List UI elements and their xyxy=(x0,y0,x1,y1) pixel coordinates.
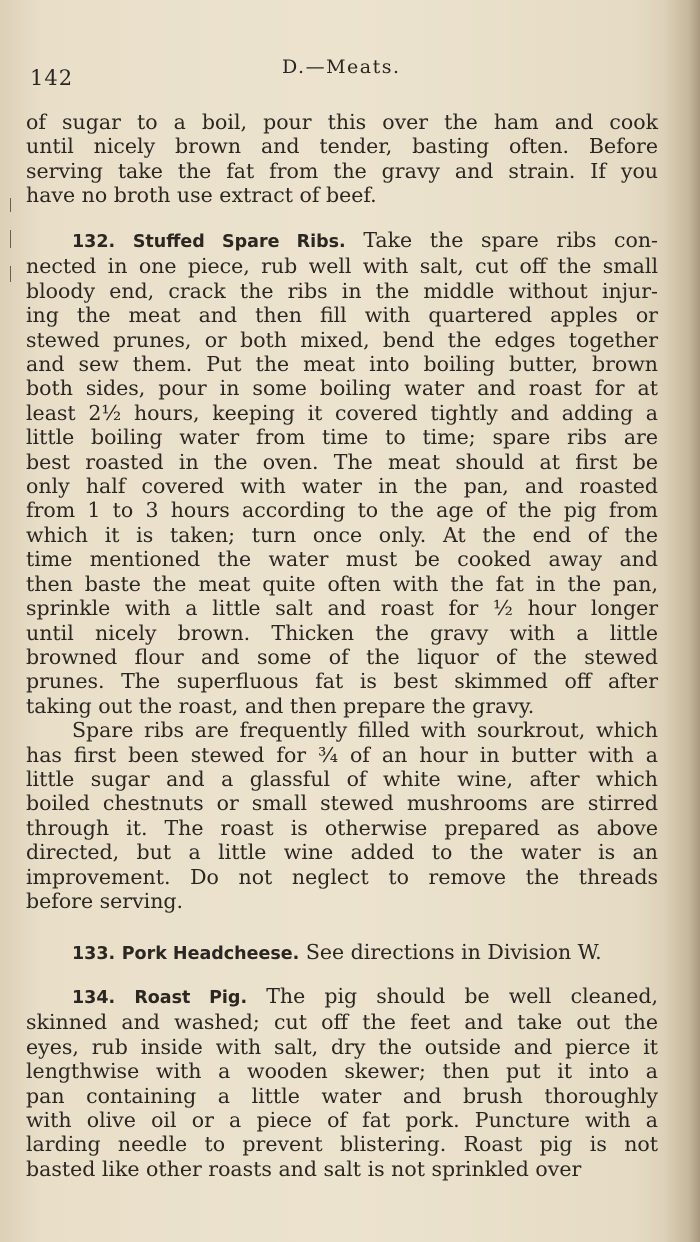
text-line: Take the spare ribs con- xyxy=(363,228,658,252)
text-line: eyes, rub inside with salt, dry the outside and pierce it xyxy=(26,1034,658,1059)
recipe-heading-line xyxy=(26,228,658,254)
text-line: serving take the fat from the gravy and strain. If you xyxy=(26,158,658,183)
text-line: prunes. The superfluous fat is best skimmed off after xyxy=(26,669,658,694)
text-line: directed, but a little wine added to the water is an xyxy=(26,840,658,865)
recipe-number: 133. xyxy=(72,944,116,964)
text-line: boiled chestnuts or small stewed mushrooms are stirred xyxy=(26,791,658,816)
text-line: nected in one piece, rub well with salt, cut off the small xyxy=(26,254,658,279)
text-line: little boiling water from time to time; spare ribs are xyxy=(26,425,658,450)
text-line: both sides, pour in some boiling water and roast for at xyxy=(26,376,658,401)
text-line: basted like other roasts and salt is not sprinkled over xyxy=(26,1156,582,1181)
text-line: stewed prunes, or both mixed, bend the edges together xyxy=(26,327,658,352)
text-line: have no broth use extract of beef. xyxy=(26,183,377,208)
text-line: skinned and washed; cut off the feet and take out the xyxy=(26,1010,658,1035)
text-line: little sugar and a glassful of white wine, after which xyxy=(26,766,658,791)
text-line: browned flour and some of the liquor of the stewed xyxy=(26,644,658,669)
recipe-heading-line xyxy=(26,984,658,1010)
recipe-title: Stuffed Spare Ribs. xyxy=(132,232,346,252)
text-line: through it. The roast is otherwise prepared as above xyxy=(26,815,658,840)
page-number: 142 xyxy=(30,66,74,90)
continuation-paragraph xyxy=(26,110,658,208)
recipe-title: Roast Pig. xyxy=(134,988,248,1008)
text-line: with olive oil or a piece of fat pork. Puncture with a xyxy=(26,1108,658,1133)
text-line: See directions in Division W. xyxy=(305,940,602,964)
recipe-133 xyxy=(26,940,658,966)
text-line: then baste the meat quite often with the fat in the pan, xyxy=(26,571,658,596)
text-line: and sew them. Put the meat into boiling butter, brown xyxy=(26,352,658,377)
text-line: lengthwise with a wooden skewer; then put it into a xyxy=(26,1059,658,1084)
recipe-heading-line xyxy=(26,940,658,966)
margin-mark xyxy=(10,198,11,212)
text-line: from 1 to 3 hours according to the age of the pig from xyxy=(26,498,658,523)
text-line: Spare ribs are frequently filled with sourkrout, which xyxy=(72,718,658,743)
margin-mark xyxy=(10,230,11,248)
text-line: has first been stewed for ¾ of an hour in butter with a xyxy=(26,742,658,767)
text-line: pan containing a little water and brush thoroughly xyxy=(26,1083,658,1108)
text-line: of sugar to a boil, pour this over the ham and cook xyxy=(26,110,658,134)
text-line: before serving. xyxy=(26,888,184,913)
recipe-title: Pork Headcheese. xyxy=(121,944,300,964)
text-line: The pig should be well cleaned, xyxy=(266,984,658,1008)
page-header xyxy=(30,52,660,90)
recipe-number: 132. xyxy=(72,232,116,252)
text-line: least 2½ hours, keeping it covered tightly and adding a xyxy=(26,400,658,425)
text-line: until nicely brown. Thicken the gravy with a little xyxy=(26,620,658,645)
text-line: time mentioned the water must be cooked away and xyxy=(26,547,658,572)
text-line: larding needle to prevent blistering. Roast pig is not xyxy=(26,1132,658,1157)
text-line: taking out the roast, and then prepare the gravy. xyxy=(26,693,535,718)
recipe-134 xyxy=(26,984,658,1181)
text-line: which it is taken; turn once only. At the end of the xyxy=(26,522,658,547)
text-line: sprinkle with a little salt and roast for ½ hour longer xyxy=(26,596,658,621)
text-line: only half covered with water in the pan, and roasted xyxy=(26,474,658,499)
text-line: bloody end, crack the ribs in the middle without injur- xyxy=(26,278,658,303)
recipe-number: 134. xyxy=(72,988,116,1008)
running-head: D.—Meats. xyxy=(282,56,401,78)
page-edge-shadow xyxy=(664,0,700,1242)
text-line: improvement. Do not neglect to remove the threads xyxy=(26,864,658,889)
margin-mark xyxy=(10,266,11,282)
recipe-132 xyxy=(26,228,658,913)
text-line: ing the meat and then fill with quartered apples or xyxy=(26,303,658,328)
text-line: until nicely brown and tender, basting often. Before xyxy=(26,134,658,159)
text-line: best roasted in the oven. The meat should at first be xyxy=(26,449,658,474)
